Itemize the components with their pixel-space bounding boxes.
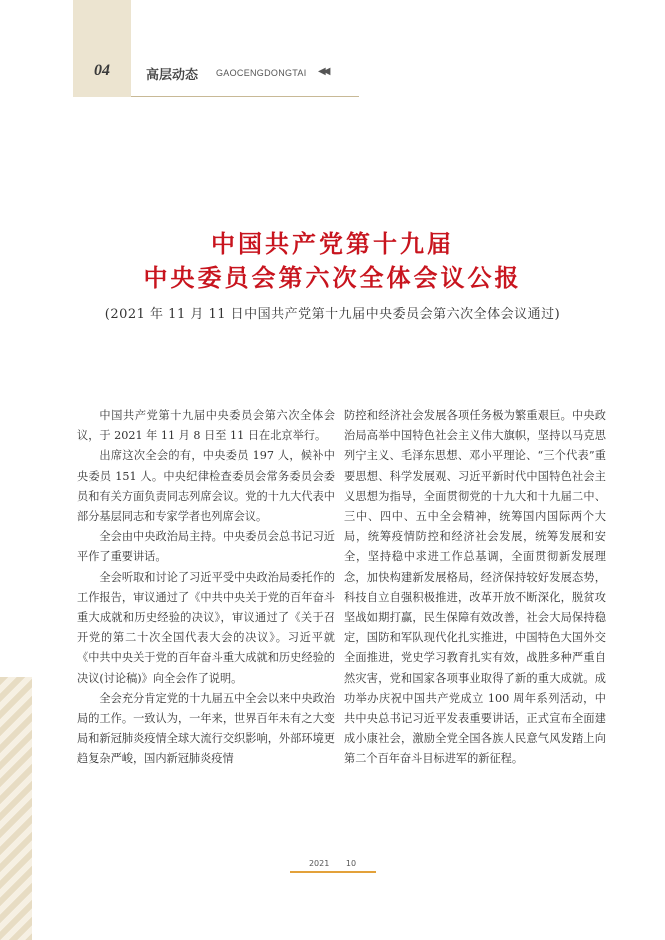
- article-title-line-1: 中国共产党第十九届: [211, 230, 454, 258]
- page-number: 04: [94, 62, 110, 79]
- footer-divider: [290, 871, 376, 873]
- paragraph: 全会听取和讨论了习近平受中央政治局委托作的工作报告，审议通过了《中共中央关于党的百年奋斗重大成就和历史经验的决议》，审议通过了《关于召开党的第二十次全国代表大会的决议》。习近平就《中共中央关于党的百年奋斗重大成就和历史经验的决议(讨论稿)》向全会作了说明。: [77, 570, 335, 685]
- footer-year: 2021: [308, 859, 330, 868]
- section-subtitle: GAOCENGDONGTAI: [216, 68, 307, 78]
- paragraph: 出席这次全会的有，中央委员 197 人，候补中央委员 151 人。中央纪律检查委员会常务委员会委员和有关方面负责同志列席会议。党的十九大代表中部分基层同志和专家学者也列席会议。: [77, 449, 335, 524]
- article-subtitle: (2021 年 11 月 11 日中国共产党第十九届中央委员会第六次全体会议通过): [104, 307, 561, 322]
- header-divider: [131, 96, 359, 97]
- body-column-left: [77, 406, 335, 770]
- paragraph: 全会由中央政治局主持。中央委员会总书记习近平作了重要讲话。: [77, 530, 335, 564]
- paragraph: 中国共产党第十九届中央委员会第六次全体会议，于 2021 年 11 月 8 日至 11 日在北京举行。: [77, 409, 335, 443]
- paragraph: 防控和经济社会发展各项任务极为繁重艰巨。中央政治局高举中国特色社会主义伟大旗帜，坚持以马克思列宁主义、毛泽东思想、邓小平理论、“三个代表”重要思想、科学发展观、习近平新时代中国特色社会主义思想为指导，全面贯彻党的十九大和十九届二中、三中、四中、五中全会精神，统筹国内国际两个大局，统筹疫情防控和经济社会发展，统筹发展和安全，坚持稳中求进工作总基调，全面贯彻新发展理念，加快构建新发展格局，经济保持较好发展态势，科技自立自强积极推进，改革开放不断深化，脱贫攻坚战如期打赢，民生保障有效改善，社会大局保持稳定，国防和军队现代化扎实推进，中国特色大国外交全面推进，党史学习教育扎实有效，战胜多种严重自然灾害，党和国家各项事业取得了新的重大成就。成功举办庆祝中国共产党成立 100 周年系列活动，中共中央总书记习近平发表重要讲话，正式宣布全面建成小康社会，激励全党全国各族人民意气风发踏上向第二个百年奋斗目标进军的新征程。: [344, 409, 606, 766]
- footer-issue: 10: [345, 859, 357, 868]
- page-number-box: [73, 0, 131, 97]
- paragraph: 全会充分肯定党的十九届五中全会以来中央政治局的工作。一致认为，一年来，世界百年未有之大变局和新冠肺炎疫情全球大流行交织影响，外部环境更趋复杂严峻，国内新冠肺炎疫情: [77, 691, 335, 766]
- article-title-line-2: 中央委员会第六次全体会议公报: [143, 264, 522, 292]
- footer: [0, 859, 665, 868]
- decorative-stripes: [0, 677, 32, 940]
- section-title: 高层动态: [146, 68, 199, 83]
- body-column-right: [344, 406, 606, 770]
- double-left-arrow-icon: ◀◀: [318, 66, 328, 77]
